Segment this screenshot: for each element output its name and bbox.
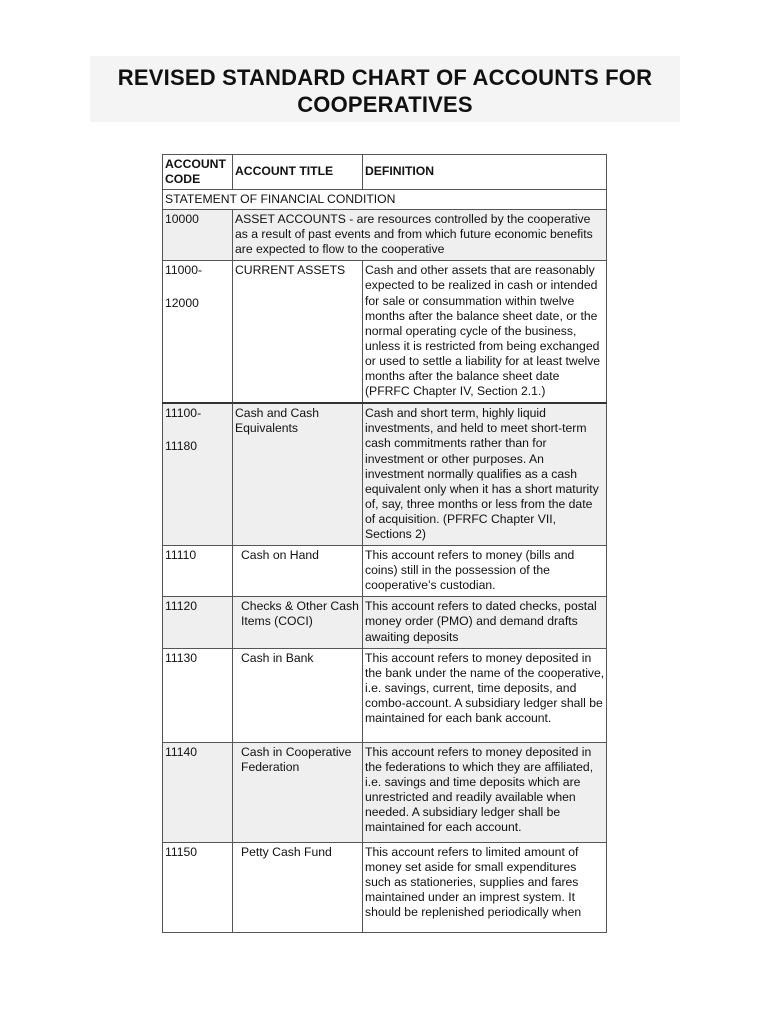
account-title: Cash in Cooperative Federation	[233, 742, 363, 842]
section-row	[163, 190, 607, 210]
table-row	[163, 742, 607, 842]
account-code	[163, 261, 233, 403]
account-code: 11130	[163, 648, 233, 742]
page-title	[90, 64, 680, 118]
account-definition: ASSET ACCOUNTS - are resources controlled by the cooperative as a result of past events and from which future economic benefits are expected to flow to the cooperative	[233, 210, 607, 261]
table-row	[163, 403, 607, 545]
account-title: CURRENT ASSETS	[233, 261, 363, 403]
header-definition: DEFINITION	[363, 155, 607, 190]
title-line-1: REVISED STANDARD CHART OF ACCOUNTS FOR	[117, 65, 653, 90]
account-code: 11150	[163, 842, 233, 932]
account-code-end: 11180	[165, 439, 198, 454]
account-definition: Cash and short term, highly liquid investments, and held to meet short-term cash commitments rather than for investment or other purposes. An investment normally qualifies as a cash equivalent only when it has a short maturity of, say, three months or less from the date of acquisition. (PFRFC Chapter VII, Sections 2)	[363, 403, 607, 545]
account-title: Checks & Other Cash Items (COCI)	[233, 597, 363, 648]
table-row	[163, 842, 607, 932]
account-title: Cash on Hand	[233, 546, 363, 597]
account-definition: Cash and other assets that are reasonably expected to be realized in cash or intended for sale or consummation within twelve months after the balance sheet date, or the normal operating cycle of the business, unless it is restricted from being exchanged or used to settle a liability for at least twelve months after the balance sheet date (PFRFC Chapter IV, Section 2.1.)	[363, 261, 607, 403]
table-row	[163, 261, 607, 403]
table-header-row	[163, 155, 607, 190]
header-account-code: ACCOUNT CODE	[163, 155, 233, 190]
account-code: 10000	[163, 210, 233, 261]
section-title: STATEMENT OF FINANCIAL CONDITION	[163, 190, 607, 210]
table-row	[163, 546, 607, 597]
accounts-table	[162, 154, 607, 933]
account-definition: This account refers to money (bills and coins) still in the possession of the cooperative’s custodian.	[363, 546, 607, 597]
account-code-start: 11100-	[165, 406, 202, 421]
table-row	[163, 597, 607, 648]
account-title: Petty Cash Fund	[233, 842, 363, 932]
header-account-title: ACCOUNT TITLE	[233, 155, 363, 190]
account-code: 11140	[163, 742, 233, 842]
account-code-start: 11000-	[165, 263, 203, 278]
account-code: 11120	[163, 597, 233, 648]
account-definition: This account refers to limited amount of money set aside for small expenditures such as stationeries, supplies and fares maintained under an imprest system. It should be replenished periodically when	[363, 842, 607, 932]
account-title: Cash in Bank	[233, 648, 363, 742]
account-code: 11110	[163, 546, 233, 597]
title-line-2: COOPERATIVES	[297, 92, 473, 117]
table-row	[163, 210, 607, 261]
account-definition: This account refers to money deposited in the federations to which they are affiliated, i.e. savings and time deposits which are unrestricted and readily available when needed. A subsidiary ledger shall be maintained for each account.	[363, 742, 607, 842]
account-code	[163, 403, 233, 545]
account-definition: This account refers to money deposited in the bank under the name of the cooperative, i.e. savings, current, time deposits, and combo-account. A subsidiary ledger shall be maintained for each bank account.	[363, 648, 607, 742]
table-row	[163, 648, 607, 742]
account-title: Cash and Cash Equivalents	[233, 403, 363, 545]
account-code-end: 12000	[165, 296, 199, 311]
account-definition: This account refers to dated checks, postal money order (PMO) and demand drafts awaiting deposits	[363, 597, 607, 648]
